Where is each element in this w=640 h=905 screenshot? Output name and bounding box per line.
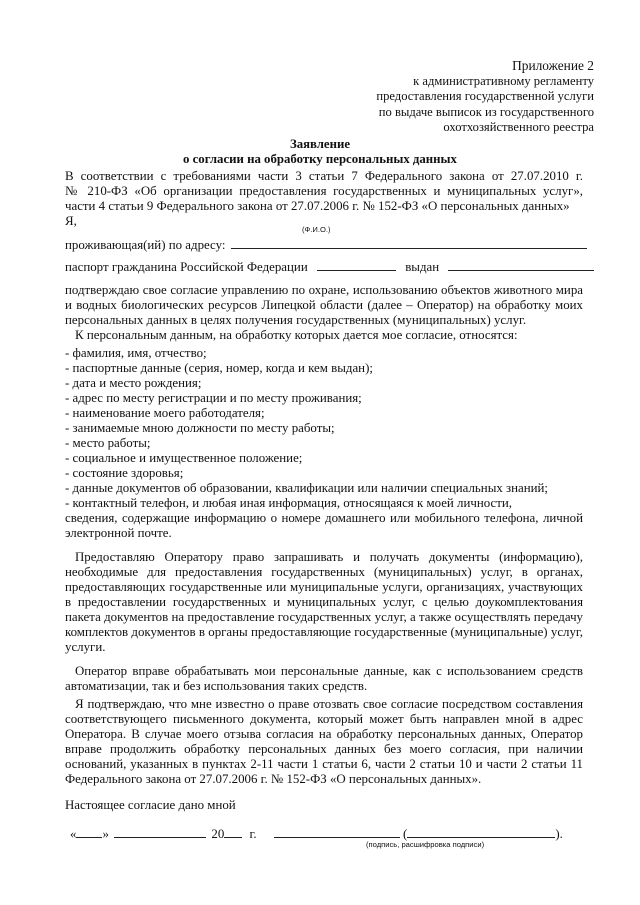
signature-hint: (подпись, расшифровка подписи) xyxy=(366,840,485,849)
paragraph-line: в предоставлении государственных и муниципальных услуг, с целью доукомплектования xyxy=(65,595,583,609)
year-suffix: г. xyxy=(249,827,257,841)
issued-label: выдан xyxy=(405,260,440,274)
fio-hint: (Ф.И.О.) xyxy=(302,225,331,234)
paragraph-line: Федерального закона от 27.07.2006 г. № 152-ФЗ «О персональных данных». xyxy=(65,772,482,786)
list-item: - социальное и имущественное положение; xyxy=(65,451,303,465)
appendix-line: охотхозяйственного реестра xyxy=(443,120,594,135)
list-item: - адрес по месту регистрации и по месту проживания; xyxy=(65,391,362,405)
list-item: - дата и место рождения; xyxy=(65,376,202,390)
paragraph-line: Предоставляю Оператору право запрашивать и получать документы (информацию), xyxy=(75,550,583,564)
paragraph-line: необходимые для предоставления государственных (муниципальных) услуг, в органах, xyxy=(65,565,583,579)
appendix-block xyxy=(376,58,594,136)
consent-line: персональных данных в целях получения государственных (муниципальных) услуг. xyxy=(65,313,527,327)
paragraph-line: комплектов документов в органы предоставляющие государственные (муниципальные) услуг, xyxy=(65,625,583,639)
list-item: - данные документов об образовании, квалификации или наличии специальных знаний; xyxy=(65,481,549,495)
paragraph-line: соответствующего письменного документа, который может быть направлен мной в адрес xyxy=(65,712,583,726)
paragraph-line: услуги. xyxy=(65,640,106,654)
address-label: проживающая(ий) по адресу: xyxy=(65,238,226,252)
paragraph-line: автоматизации, так и без использования таких средств. xyxy=(65,679,368,693)
year-field[interactable] xyxy=(224,826,242,838)
paragraph-line: вправе продолжить обработку персональных данных без моего согласия, при наличии xyxy=(65,742,583,756)
paragraph-line: Оператора. В случае моего отзыва согласия на обработку персональных данных, Оператор xyxy=(65,727,583,741)
quote-close: » xyxy=(102,827,109,841)
paragraph-line: оснований, указанных в пунктах 2-11 части 1 статьи 6, части 2 статьи 10 и части 2 статьи 11 xyxy=(65,757,583,771)
document-subtitle: о согласии на обработку персональных данных xyxy=(183,152,457,166)
applicant-pronoun: Я, xyxy=(65,214,77,228)
appendix-line: предоставления государственной услуги xyxy=(376,89,594,104)
list-item: - паспортные данные (серия, номер, когда и кем выдан); xyxy=(65,361,373,375)
list-item: - фамилия, имя, отчество; xyxy=(65,346,207,360)
list-intro: К персональным данным, на обработку которых дается мое согласие, относятся: xyxy=(75,328,518,342)
passport-label: паспорт гражданина Российской Федерации xyxy=(65,260,308,274)
appendix-title: Приложение 2 xyxy=(512,58,594,73)
signature-row xyxy=(70,826,590,842)
appendix-line: по выдаче выписок из государственного xyxy=(378,104,594,119)
paren-close: ). xyxy=(555,827,563,841)
passport-row xyxy=(65,259,583,275)
closing-line: Настоящее согласие дано мной xyxy=(65,798,236,812)
list-item: - контактный телефон, и любая иная информация, относящаяся к моей личности, xyxy=(65,496,513,510)
paren-open: ( xyxy=(403,827,408,841)
list-item: - состояние здоровья; xyxy=(65,466,184,480)
signature-field[interactable] xyxy=(274,826,400,838)
document-title: Заявление xyxy=(289,137,351,151)
consent-line: и водных биологических ресурсов Липецкой области (далее – Оператор) на обработку моих xyxy=(65,298,583,312)
year-prefix: 20 xyxy=(211,827,225,841)
passport-number-field[interactable] xyxy=(317,259,396,271)
paragraph-line: Я подтверждаю, что мне известно о праве отозвать свое согласие посредством составления xyxy=(75,697,583,711)
intro-line: части 4 статьи 9 Федерального закона от 27.07.2006 г. № 152-ФЗ «О персональных данных» xyxy=(65,199,570,213)
month-field[interactable] xyxy=(114,826,206,838)
list-item: - наименование моего работодателя; xyxy=(65,406,265,420)
list-item: электронной почте. xyxy=(65,526,172,540)
intro-line: В соответствии с требованиями части 3 статьи 7 Федерального закона от 27.07.2010 г. xyxy=(65,169,583,183)
list-item: - место работы; xyxy=(65,436,151,450)
name-decryption-field[interactable] xyxy=(407,826,555,838)
paragraph-line: предоставляющих государственные или муниципальные услуги, организациях, участвующих xyxy=(65,580,583,594)
paragraph-line: пакета документов на предоставление государственных услуг, а также осуществлять передачу xyxy=(65,610,583,624)
address-row xyxy=(65,237,583,253)
day-field[interactable] xyxy=(76,826,102,838)
intro-line: № 210-ФЗ «Об организации предоставления государственных и муниципальных услуг», xyxy=(65,184,583,198)
paragraph-line: Оператор вправе обрабатывать мои персональные данные, как с использованием средств xyxy=(75,664,583,678)
list-item: сведения, содержащие информацию о номере домашнего или мобильного телефона, личной xyxy=(65,511,583,525)
address-field[interactable] xyxy=(231,237,587,249)
list-item: - занимаемые мною должности по месту работы; xyxy=(65,421,335,435)
appendix-line: к административному регламенту xyxy=(413,73,594,88)
issued-by-field[interactable] xyxy=(448,259,594,271)
quote-open: « xyxy=(70,827,77,841)
consent-line: подтверждаю свое согласие управлению по охране, использованию объектов животного мира xyxy=(65,283,583,297)
